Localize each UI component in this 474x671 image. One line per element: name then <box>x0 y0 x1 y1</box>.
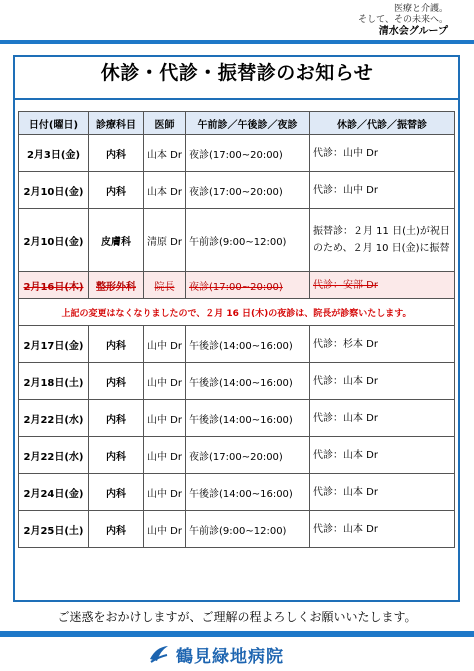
table-row <box>19 363 455 400</box>
row-substitute: 代診：山本 Dr <box>310 511 455 548</box>
row-dept: 内科 <box>89 437 144 474</box>
row-dept: 皮膚科 <box>89 209 144 272</box>
row-substitute: 代診：杉本 Dr <box>310 326 455 363</box>
row-session: 午後診(14:00~16:00) <box>186 474 310 511</box>
group-tagline <box>358 4 448 37</box>
cancelled-row <box>19 272 455 299</box>
row-substitute: 代診：山本 Dr <box>310 400 455 437</box>
hospital-name: 鶴見緑地病院 <box>176 646 284 667</box>
row-doctor: 山中 Dr <box>144 326 186 363</box>
row-doctor: 山中 Dr <box>144 437 186 474</box>
table-row <box>19 326 455 363</box>
table-row <box>19 172 455 209</box>
cancellation-notice: 上記の変更はなくなりましたので、２月 16 日(木)の夜診は、院長が診察いたします。 <box>19 299 455 326</box>
row-substitute: 代診：山中 Dr <box>310 172 455 209</box>
row-session: 夜診(17:00~20:00) <box>186 437 310 474</box>
row-date: 2月24日(金) <box>19 474 89 511</box>
header-dept: 診療科目 <box>89 112 144 135</box>
table-row <box>19 209 455 272</box>
header-session: 午前診／午後診／夜診 <box>186 112 310 135</box>
row-session: 夜診(17:00~20:00) <box>186 272 310 299</box>
row-date: 2月10日(金) <box>19 209 89 272</box>
table-row <box>19 474 455 511</box>
row-date: 2月17日(金) <box>19 326 89 363</box>
hospital-emblem-icon <box>148 643 170 665</box>
row-doctor: 院長 <box>144 272 186 299</box>
row-date: 2月22日(水) <box>19 437 89 474</box>
table-row <box>19 511 455 548</box>
row-session: 午後診(14:00~16:00) <box>186 363 310 400</box>
row-substitute: 代診：山本 Dr <box>310 363 455 400</box>
table-row <box>19 400 455 437</box>
row-session: 午後診(14:00~16:00) <box>186 400 310 437</box>
row-dept: 整形外科 <box>89 272 144 299</box>
top-divider <box>0 40 474 44</box>
row-session: 午後診(14:00~16:00) <box>186 326 310 363</box>
row-date: 2月25日(土) <box>19 511 89 548</box>
row-dept: 内科 <box>89 363 144 400</box>
title-divider <box>15 98 458 100</box>
row-session: 夜診(17:00~20:00) <box>186 135 310 172</box>
row-substitute: 代診：山中 Dr <box>310 135 455 172</box>
footer-divider <box>0 631 474 637</box>
table-row <box>19 437 455 474</box>
row-date: 2月10日(金) <box>19 172 89 209</box>
row-dept: 内科 <box>89 474 144 511</box>
cancellation-notice-row <box>19 299 455 326</box>
row-dept: 内科 <box>89 172 144 209</box>
apology-message: ご迷惑をおかけしますが、ご理解の程よろしくお願いいたします。 <box>57 610 417 624</box>
row-date: 2月16日(木) <box>19 272 89 299</box>
row-doctor: 清原 Dr <box>144 209 186 272</box>
row-doctor: 山中 Dr <box>144 363 186 400</box>
table-header-row <box>19 112 455 135</box>
row-dept: 内科 <box>89 400 144 437</box>
row-doctor: 山中 Dr <box>144 400 186 437</box>
group-name: 清水会グループ <box>378 26 448 37</box>
tagline-line-2: そして、その未来へ。 <box>358 15 448 25</box>
tagline-line-1: 医療と介護。 <box>393 4 448 14</box>
header-substitute: 休診／代診／振替診 <box>310 112 455 135</box>
row-substitute: 代診：山本 Dr <box>310 437 455 474</box>
row-substitute: 代診：山本 Dr <box>310 474 455 511</box>
row-dept: 内科 <box>89 511 144 548</box>
page-title: 休診・代診・振替診のお知らせ <box>100 62 374 84</box>
hospital-logo <box>148 642 284 666</box>
row-doctor: 山本 Dr <box>144 135 186 172</box>
row-doctor: 山中 Dr <box>144 474 186 511</box>
row-session: 午前診(9:00~12:00) <box>186 511 310 548</box>
header-date: 日付(曜日) <box>19 112 89 135</box>
row-substitute: 振替診：２月 11 日(土)が祝日のため、２月 10 日(金)に振替 <box>310 209 455 272</box>
row-dept: 内科 <box>89 326 144 363</box>
row-doctor: 山本 Dr <box>144 172 186 209</box>
row-dept: 内科 <box>89 135 144 172</box>
row-session: 夜診(17:00~20:00) <box>186 172 310 209</box>
row-date: 2月18日(土) <box>19 363 89 400</box>
row-session: 午前診(9:00~12:00) <box>186 209 310 272</box>
row-date: 2月3日(金) <box>19 135 89 172</box>
row-date: 2月22日(水) <box>19 400 89 437</box>
schedule-table <box>18 111 455 548</box>
row-substitute: 代診：安部 Dr <box>310 272 455 299</box>
table-row <box>19 135 455 172</box>
header-doctor: 医師 <box>144 112 186 135</box>
row-doctor: 山中 Dr <box>144 511 186 548</box>
